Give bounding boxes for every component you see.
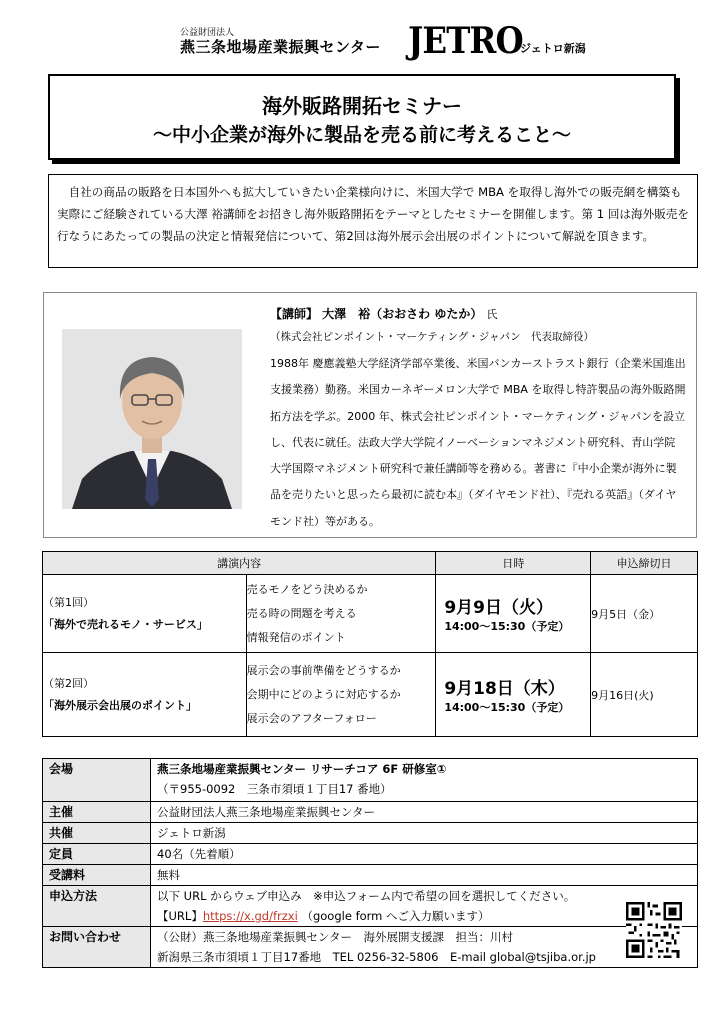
lecturer-section	[43, 292, 697, 538]
session-title: 「海外で売れるモノ・サービス」	[43, 617, 208, 631]
session-date: 9月18日（木）	[444, 679, 565, 699]
session-datetime	[436, 575, 591, 653]
session-deadline: 9月16日(火)	[591, 653, 698, 737]
header-deadline: 申込締切日	[591, 552, 698, 575]
info-row-cohost	[43, 823, 698, 844]
page-title: 海外販路開拓セミナー	[262, 94, 462, 118]
jetro-office-name: ジェトロ新潟	[520, 42, 586, 55]
contact-line2: 新潟県三条市須頃１丁目17番地 TEL 0256-32-5806 E-mail global@tsjiba.or.jp	[157, 950, 596, 964]
title-box	[48, 74, 676, 160]
session-title-cell	[43, 575, 247, 653]
fee-label: 受講料	[43, 865, 151, 886]
session-time: 14:00〜15:30（予定）	[444, 701, 570, 714]
apply-label: 申込方法	[43, 886, 151, 927]
venue-line1: 燕三条地場産業振興センター リサーチコア 6F 研修室①	[157, 762, 447, 776]
apply-value	[151, 886, 698, 927]
apply-url-line	[157, 906, 697, 926]
host-value: 公益財団法人燕三条地場産業振興センター	[151, 802, 698, 823]
venue-line2: （〒955-0092 三条市須頃１丁目17 番地）	[157, 782, 392, 796]
session-time: 14:00〜15:30（予定）	[444, 620, 570, 633]
session-datetime	[436, 653, 591, 737]
venue-value	[151, 759, 698, 802]
apply-url-prefix: 【URL】	[157, 909, 203, 923]
cohost-value: ジェトロ新潟	[151, 823, 698, 844]
schedule-table	[42, 551, 698, 737]
topic-item: 展示会のアフターフォロー	[246, 711, 377, 725]
topic-item: 展示会の事前準備をどうするか	[246, 663, 401, 677]
org-name: 燕三条地場産業振興センター	[180, 38, 381, 56]
contact-label: お問い合わせ	[43, 927, 151, 968]
session-row	[43, 653, 698, 737]
session-row	[43, 575, 698, 653]
info-row-capacity	[43, 844, 698, 865]
lecturer-honorific: 氏	[486, 308, 498, 321]
session-topics	[246, 575, 436, 653]
jetro-logo: JETRO	[408, 20, 523, 62]
cohost-label: 共催	[43, 823, 151, 844]
topic-item: 情報発信のポイント	[246, 630, 346, 644]
session-number: （第2回）	[43, 676, 94, 690]
info-row-venue	[43, 759, 698, 802]
header-datetime: 日時	[436, 552, 591, 575]
contact-line1: （公財）燕三条地場産業振興センター 海外展開支援課 担当：川村	[157, 930, 514, 944]
topic-item: 売るモノをどう決めるか	[246, 582, 368, 596]
info-row-host	[43, 802, 698, 823]
capacity-label: 定員	[43, 844, 151, 865]
info-row-fee	[43, 865, 698, 886]
info-row-apply	[43, 886, 698, 927]
capacity-value: 40名（先着順）	[151, 844, 698, 865]
lecturer-bio: 1988年 慶應義塾大学経済学部卒業後、米国バンカーストラスト銀行（企業米国進出支援業務）勤務。米国カーネギーメロン大学で MBA を取得し特許製品の海外販路開拓方法を学ぶ。2000 年、株式会社ピンポイント・マーケティング・ジャパンを設立し、代表に就任。法政大学大学院イノーベーションマネジメント研究科、青山学院大学国際マネジメント研究科で兼任講師等を務める。著書に『中小企業が海外に製品を売りたいと思ったら最初に読む本』（ダイヤモンド社）、『売れる英語』（ダイヤモンド社）等がある。	[270, 357, 686, 528]
apply-url-note: （google form へご入力願います）	[301, 909, 490, 923]
lecturer-company: （株式会社ピンポイント・マーケティング・ジャパン 代表取締役）	[270, 331, 595, 343]
session-topics	[246, 653, 436, 737]
header-content: 講演内容	[43, 552, 436, 575]
session-title: 「海外展示会出展のポイント」	[43, 698, 197, 712]
host-label: 主催	[43, 802, 151, 823]
info-table	[42, 758, 698, 968]
session-date: 9月9日（火）	[444, 598, 553, 618]
session-number: （第1回）	[43, 595, 94, 609]
venue-label: 会場	[43, 759, 151, 802]
org-small-label: 公益財団法人	[180, 28, 235, 38]
apply-line1: 以下 URL からウェブ申込み ※申込フォーム内で希望の回を選択してください。	[157, 889, 576, 903]
lecturer-name: 【講師】 大澤 裕（おおさわ ゆたか）	[270, 307, 483, 321]
qr-code-icon[interactable]	[626, 902, 682, 958]
fee-value: 無料	[151, 865, 698, 886]
session-deadline: 9月5日（金）	[591, 575, 698, 653]
topic-item: 売る時の問題を考える	[246, 606, 357, 620]
info-row-contact	[43, 927, 698, 968]
schedule-header-row	[43, 552, 698, 575]
contact-value	[151, 927, 698, 968]
intro-text: 自社の商品の販路を日本国外へも拡大していきたい企業様向けに、米国大学で MBA を取得し海外での販売網を構築も実際にご経験されている大澤 裕講師をお招きし海外販路開拓をテーマとしたセミナーを開催します。第 1 回は海外販売を行なうにあたっての製品の決定と情報発信について、第2回は海外展示会出展のポイントについて解説を頂きます。	[48, 174, 698, 268]
session-title-cell	[43, 653, 247, 737]
lecturer-photo	[62, 329, 242, 509]
page-subtitle: 〜中小企業が海外に製品を売る前に考えること〜	[152, 124, 571, 146]
apply-url-link[interactable]: https://x.gd/frzxi	[202, 909, 298, 923]
topic-item: 会期中にどのように対応するか	[246, 687, 401, 701]
lecturer-heading	[270, 305, 498, 322]
